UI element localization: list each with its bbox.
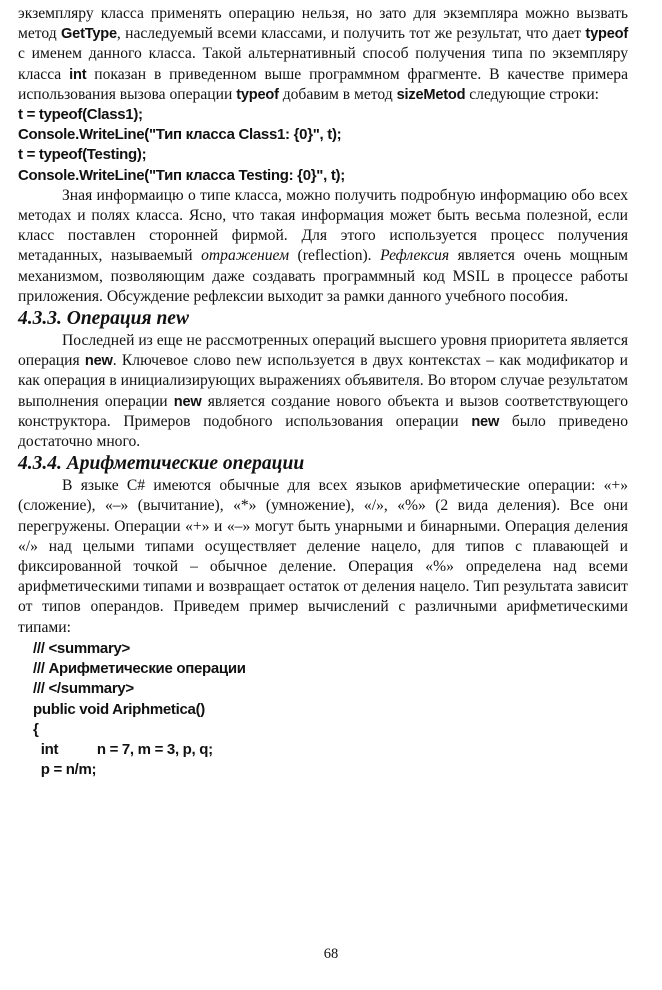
term-otrazhenie: отражением — [201, 247, 290, 265]
keyword-new: new — [173, 393, 202, 410]
term-refleksiya: Рефлексия — [380, 247, 450, 265]
new-paragraph: Последней из еще не рассмотренных операций высшего уровня приоритета является операция new. Ключевое слово new используется в двух контекстах – как модификатор и как операция в инициализирующих выражениях объявителя. Во втором случае результатом выполнения операции new является создание нового объекта и вызов соответствующего конструктора. Примеров подобного использования операции new было приведено достаточно много. — [18, 332, 629, 451]
code-line: /// </summary> — [33, 680, 134, 698]
document-page — [18, 4, 628, 780]
arithmetic-paragraph: В языке C# имеются обычные для всех языков арифметические операции: «+» (сложение), «–» (вычитание), «*» (умножение), «/», «%» (2 вида деления). Все они перегружены. Операции «+» и «–» могут быть унарными и бинарными. Операция деления «/» над целыми типами осуществляет деление нацело, для типов с плавающей и фиксированной точкой – обычное деление. Операция «%» определена над всеми арифметическими типами и возвращает остаток от деления нацело. Тип результата зависит от типов операндов. Приведем пример вычислений с различными арифметическими типами: — [18, 477, 628, 636]
code-line: Console.WriteLine("Тип класса Testing: {0}", t); — [18, 166, 345, 184]
intro-paragraph: экземпляру класса применять операцию нельзя, но зато для экземпляра можно вызвать метод GetType, наследуемый всеми классами, и получить тот же результат, что дает typeof с именем данного класса. Такой альтернативный способ получения типа по экземпляру класса int показан в приведенном выше программном фрагменте. В качестве примера использования вызова операции typeof добавим в метод sizeMetod следующие строки: — [18, 5, 629, 103]
code-line: Console.WriteLine("Тип класса Class1: {0}", t); — [18, 126, 342, 144]
keyword-int: int — [69, 66, 87, 83]
code-line: t = typeof(Testing); — [18, 146, 147, 164]
keyword-new: new — [471, 413, 500, 430]
keyword-gettype: GetType — [61, 26, 117, 43]
code-block-typeof — [18, 105, 628, 186]
code-line: t = typeof(Class1); — [18, 106, 143, 124]
code-block-ariphmetica — [18, 639, 628, 780]
keyword-sizemetod: sizeMetod — [396, 86, 466, 103]
keyword-new: new — [84, 353, 113, 370]
keyword-typeof: typeof — [585, 26, 629, 43]
page-number: 68 — [323, 946, 339, 962]
code-line: int n = 7, m = 3, p, q; — [33, 740, 213, 758]
code-line: p = n/m; — [33, 761, 97, 779]
code-line: { — [33, 720, 39, 738]
code-line: public void Ariphmetica() — [33, 700, 205, 718]
section-heading-new: 4.3.3. Операция new — [18, 308, 189, 330]
section-heading-arithmetic: 4.3.4. Арифметические операции — [18, 453, 305, 475]
keyword-typeof: typeof — [236, 86, 279, 103]
code-line: /// Арифметические операции — [33, 660, 246, 678]
code-line: /// <summary> — [33, 639, 130, 657]
reflection-paragraph: Зная информаицю о типе класса, можно получить подробную информацию обо всех методах и полях класса. Ясно, что такая информация может быть весьма полезной, если класс поставлен сторонней фирмой. Для этого используется процесс получения метаданных, называемый отражением (reflection). Рефлексия является очень мощным механизмом, позволяющим даже создавать программный код MSIL в процессе работы приложения. Обсуждение рефлексии выходит за рамки данного учебного пособия. — [18, 186, 629, 305]
